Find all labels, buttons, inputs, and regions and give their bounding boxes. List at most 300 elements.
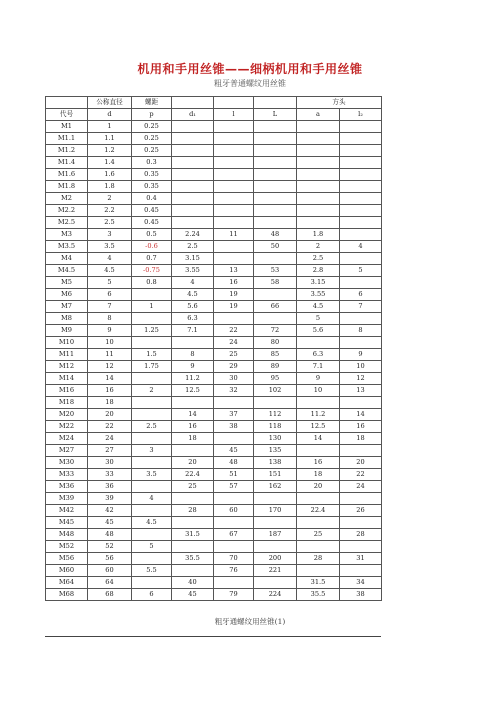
cell-d: 3 (88, 229, 132, 241)
cell-code: M56 (46, 553, 88, 565)
cell-L: 224 (254, 589, 297, 601)
cell-d: 36 (88, 481, 132, 493)
cell-L: 118 (254, 421, 297, 433)
cell-a (297, 337, 340, 349)
cell-a (297, 541, 340, 553)
cell-p: -0.75 (132, 265, 172, 277)
cell-d: 1.1 (88, 133, 132, 145)
cell-l2: 13 (340, 385, 382, 397)
cell-p: 2.5 (132, 421, 172, 433)
cell-L: 102 (254, 385, 297, 397)
cell-l2 (340, 229, 382, 241)
cell-code: M4.5 (46, 265, 88, 277)
cell-l2: 4 (340, 241, 382, 253)
cell-l (214, 217, 254, 229)
cell-code: M6 (46, 289, 88, 301)
cell-a (297, 517, 340, 529)
cell-d1: 20 (172, 457, 214, 469)
cell-d1 (172, 445, 214, 457)
cell-l2 (340, 445, 382, 457)
cell-L: 187 (254, 529, 297, 541)
cell-d: 22 (88, 421, 132, 433)
header-l: l (214, 109, 254, 121)
cell-l: 30 (214, 373, 254, 385)
cell-p (132, 397, 172, 409)
cell-L: 95 (254, 373, 297, 385)
cell-l: 13 (214, 265, 254, 277)
cell-code: M30 (46, 457, 88, 469)
cell-l (214, 157, 254, 169)
header-a: a (297, 109, 340, 121)
cell-p (132, 313, 172, 325)
cell-code: M48 (46, 529, 88, 541)
cell-d: 39 (88, 493, 132, 505)
cell-d: 1.4 (88, 157, 132, 169)
cell-code: M2.2 (46, 205, 88, 217)
cell-L (254, 145, 297, 157)
cell-a (297, 145, 340, 157)
header-pitch: 螺距 (132, 97, 172, 109)
header-row-1 (46, 97, 382, 109)
cell-d: 14 (88, 373, 132, 385)
cell-p: 0.25 (132, 133, 172, 145)
cell-d1: 45 (172, 589, 214, 601)
cell-l2 (340, 337, 382, 349)
cell-d1: 2.24 (172, 229, 214, 241)
cell-code: M1.1 (46, 133, 88, 145)
cell-a: 1.8 (297, 229, 340, 241)
cell-l2 (340, 517, 382, 529)
cell-d1 (172, 337, 214, 349)
header-code: 代号 (46, 109, 88, 121)
cell-L (254, 289, 297, 301)
cell-L (254, 577, 297, 589)
cell-a: 9 (297, 373, 340, 385)
table-row (46, 481, 382, 493)
cell-l (214, 121, 254, 133)
cell-d: 45 (88, 517, 132, 529)
cell-d1: 12.5 (172, 385, 214, 397)
table-row (46, 265, 382, 277)
cell-p: -0.6 (132, 241, 172, 253)
cell-L: 151 (254, 469, 297, 481)
cell-code: M3.5 (46, 241, 88, 253)
table-row (46, 229, 382, 241)
cell-L: 80 (254, 337, 297, 349)
cell-d1 (172, 193, 214, 205)
cell-d1 (172, 145, 214, 157)
cell-d1 (172, 493, 214, 505)
table-row (46, 313, 382, 325)
cell-d1: 28 (172, 505, 214, 517)
cell-l2: 18 (340, 433, 382, 445)
cell-l (214, 133, 254, 145)
cell-a (297, 169, 340, 181)
cell-d: 6 (88, 289, 132, 301)
cell-d: 8 (88, 313, 132, 325)
cell-l (214, 433, 254, 445)
cell-l: 60 (214, 505, 254, 517)
cell-d1: 40 (172, 577, 214, 589)
cell-a: 16 (297, 457, 340, 469)
cell-p (132, 457, 172, 469)
cell-p: 5.5 (132, 565, 172, 577)
table-row (46, 577, 382, 589)
cell-p (132, 289, 172, 301)
cell-l: 19 (214, 289, 254, 301)
cell-p: 6 (132, 589, 172, 601)
cell-a: 12.5 (297, 421, 340, 433)
cell-L (254, 157, 297, 169)
cell-d1: 22.4 (172, 469, 214, 481)
cell-d1 (172, 517, 214, 529)
table-row (46, 445, 382, 457)
cell-l2: 8 (340, 325, 382, 337)
cell-p: 5 (132, 541, 172, 553)
cell-a: 10 (297, 385, 340, 397)
cell-a (297, 493, 340, 505)
table-row (46, 541, 382, 553)
cell-d: 20 (88, 409, 132, 421)
cell-d: 33 (88, 469, 132, 481)
cell-code: M3 (46, 229, 88, 241)
cell-p: 0.3 (132, 157, 172, 169)
cell-p (132, 577, 172, 589)
cell-d1: 6.3 (172, 313, 214, 325)
table-row (46, 565, 382, 577)
cell-l2 (340, 169, 382, 181)
cell-p (132, 553, 172, 565)
cell-p: 3 (132, 445, 172, 457)
cell-l2 (340, 157, 382, 169)
cell-L (254, 493, 297, 505)
cell-d1: 5.6 (172, 301, 214, 313)
cell-l2: 38 (340, 589, 382, 601)
cell-l2 (340, 541, 382, 553)
cell-L: 200 (254, 553, 297, 565)
cell-d1: 16 (172, 421, 214, 433)
cell-l2 (340, 253, 382, 265)
cell-L: 48 (254, 229, 297, 241)
cell-code: M60 (46, 565, 88, 577)
cell-d1: 25 (172, 481, 214, 493)
table-row (46, 373, 382, 385)
cell-p (132, 481, 172, 493)
cell-p: 4.5 (132, 517, 172, 529)
table-row (46, 241, 382, 253)
cell-code: M39 (46, 493, 88, 505)
cell-p: 1 (132, 301, 172, 313)
header-row-2 (46, 109, 382, 121)
cell-L (254, 169, 297, 181)
page-subtitle: 粗牙普通螺纹用丝锥 (214, 79, 286, 88)
cell-l2 (340, 133, 382, 145)
table-caption: 粗牙通螺纹用丝锥(1) (214, 617, 286, 626)
cell-p: 0.35 (132, 181, 172, 193)
cell-d: 9 (88, 325, 132, 337)
header-nominal-diameter: 公称直径 (88, 97, 132, 109)
cell-d1 (172, 169, 214, 181)
cell-l2: 6 (340, 289, 382, 301)
cell-a: 14 (297, 433, 340, 445)
cell-p: 1.25 (132, 325, 172, 337)
cell-L (254, 205, 297, 217)
cell-L: 170 (254, 505, 297, 517)
cell-L: 89 (254, 361, 297, 373)
cell-l2 (340, 145, 382, 157)
cell-l (214, 169, 254, 181)
cell-a: 20 (297, 481, 340, 493)
table-row (46, 361, 382, 373)
cell-L: 221 (254, 565, 297, 577)
header-l2: l₂ (340, 109, 382, 121)
cell-code: M2 (46, 193, 88, 205)
cell-code: M24 (46, 433, 88, 445)
cell-d: 48 (88, 529, 132, 541)
cell-code: M33 (46, 469, 88, 481)
cell-d: 1 (88, 121, 132, 133)
cell-code: M64 (46, 577, 88, 589)
table-row (46, 553, 382, 565)
cell-l (214, 193, 254, 205)
cell-a (297, 445, 340, 457)
cell-p: 0.5 (132, 229, 172, 241)
cell-d: 68 (88, 589, 132, 601)
cell-p: 0.25 (132, 121, 172, 133)
cell-l2 (340, 181, 382, 193)
cell-d: 7 (88, 301, 132, 313)
cell-d1: 14 (172, 409, 214, 421)
cell-d: 1.8 (88, 181, 132, 193)
table-row (46, 493, 382, 505)
cell-l2: 10 (340, 361, 382, 373)
cell-a: 31.5 (297, 577, 340, 589)
cell-l (214, 313, 254, 325)
cell-l: 32 (214, 385, 254, 397)
cell-a: 3.15 (297, 277, 340, 289)
cell-L: 58 (254, 277, 297, 289)
cell-l2: 28 (340, 529, 382, 541)
cell-d: 11 (88, 349, 132, 361)
cell-d: 24 (88, 433, 132, 445)
cell-d1 (172, 217, 214, 229)
cell-l: 38 (214, 421, 254, 433)
cell-a: 5.6 (297, 325, 340, 337)
cell-p: 1.75 (132, 361, 172, 373)
cell-p: 0.45 (132, 205, 172, 217)
cell-l: 11 (214, 229, 254, 241)
cell-code: M1.6 (46, 169, 88, 181)
cell-L (254, 253, 297, 265)
cell-a (297, 217, 340, 229)
cell-a (297, 565, 340, 577)
cell-a: 4.5 (297, 301, 340, 313)
header-cell (172, 97, 214, 109)
cell-d: 2 (88, 193, 132, 205)
cell-p (132, 505, 172, 517)
cell-a: 25 (297, 529, 340, 541)
table-row (46, 193, 382, 205)
cell-d: 12 (88, 361, 132, 373)
table-row (46, 457, 382, 469)
cell-d1 (172, 157, 214, 169)
page-title: 机用和手用丝锥——细柄机用和手用丝锥 (137, 62, 363, 76)
cell-code: M22 (46, 421, 88, 433)
cell-L: 112 (254, 409, 297, 421)
cell-a: 22.4 (297, 505, 340, 517)
cell-code: M52 (46, 541, 88, 553)
cell-d1: 8 (172, 349, 214, 361)
table-row (46, 121, 382, 133)
cell-l2 (340, 313, 382, 325)
cell-d: 60 (88, 565, 132, 577)
cell-l2 (340, 121, 382, 133)
cell-a (297, 397, 340, 409)
table-row (46, 277, 382, 289)
cell-d: 2.5 (88, 217, 132, 229)
cell-d: 30 (88, 457, 132, 469)
table-row (46, 589, 382, 601)
cell-d: 27 (88, 445, 132, 457)
cell-a: 5 (297, 313, 340, 325)
cell-l: 70 (214, 553, 254, 565)
cell-L: 135 (254, 445, 297, 457)
divider (45, 636, 381, 637)
cell-p (132, 337, 172, 349)
cell-d1 (172, 121, 214, 133)
cell-code: M1.8 (46, 181, 88, 193)
table-row (46, 505, 382, 517)
table-row (46, 157, 382, 169)
cell-l: 19 (214, 301, 254, 313)
cell-code: M45 (46, 517, 88, 529)
cell-a (297, 133, 340, 145)
cell-d1: 4.5 (172, 289, 214, 301)
cell-L (254, 313, 297, 325)
cell-l (214, 253, 254, 265)
cell-a (297, 157, 340, 169)
cell-p (132, 409, 172, 421)
cell-d1 (172, 541, 214, 553)
cell-a: 2.5 (297, 253, 340, 265)
cell-code: M4 (46, 253, 88, 265)
cell-l2: 34 (340, 577, 382, 589)
cell-p: 0.25 (132, 145, 172, 157)
table-row (46, 469, 382, 481)
cell-l (214, 241, 254, 253)
cell-l (214, 517, 254, 529)
cell-code: M11 (46, 349, 88, 361)
cell-a: 35.5 (297, 589, 340, 601)
cell-L (254, 133, 297, 145)
cell-code: M12 (46, 361, 88, 373)
cell-d: 4.5 (88, 265, 132, 277)
cell-l2 (340, 205, 382, 217)
cell-d1: 7.1 (172, 325, 214, 337)
cell-d1: 4 (172, 277, 214, 289)
cell-p: 0.4 (132, 193, 172, 205)
cell-L: 72 (254, 325, 297, 337)
table-row (46, 253, 382, 265)
cell-l (214, 397, 254, 409)
cell-L (254, 121, 297, 133)
cell-l: 76 (214, 565, 254, 577)
cell-l2: 16 (340, 421, 382, 433)
cell-code: M68 (46, 589, 88, 601)
header-p: p (132, 109, 172, 121)
cell-d: 5 (88, 277, 132, 289)
cell-l: 67 (214, 529, 254, 541)
cell-a (297, 181, 340, 193)
cell-code: M36 (46, 481, 88, 493)
cell-l2: 20 (340, 457, 382, 469)
cell-L (254, 181, 297, 193)
cell-l2: 22 (340, 469, 382, 481)
table-row (46, 433, 382, 445)
header-d1: d₁ (172, 109, 214, 121)
cell-l: 29 (214, 361, 254, 373)
cell-a: 2.8 (297, 265, 340, 277)
cell-d1: 31.5 (172, 529, 214, 541)
cell-L: 130 (254, 433, 297, 445)
cell-d1 (172, 397, 214, 409)
cell-a: 18 (297, 469, 340, 481)
cell-d: 52 (88, 541, 132, 553)
table-row (46, 409, 382, 421)
cell-d1: 18 (172, 433, 214, 445)
header-cell (214, 97, 254, 109)
cell-d: 4 (88, 253, 132, 265)
header-d: d (88, 109, 132, 121)
cell-code: M20 (46, 409, 88, 421)
table-row (46, 337, 382, 349)
cell-a (297, 121, 340, 133)
cell-a: 28 (297, 553, 340, 565)
table-row (46, 397, 382, 409)
header-L: L (254, 109, 297, 121)
cell-a: 11.2 (297, 409, 340, 421)
table-row (46, 289, 382, 301)
table-row (46, 145, 382, 157)
cell-code: M1.2 (46, 145, 88, 157)
cell-d: 1.2 (88, 145, 132, 157)
cell-L (254, 217, 297, 229)
cell-d1 (172, 133, 214, 145)
cell-l2 (340, 217, 382, 229)
cell-L: 162 (254, 481, 297, 493)
table-row (46, 385, 382, 397)
cell-d: 56 (88, 553, 132, 565)
cell-p (132, 529, 172, 541)
tap-dimension-table (45, 96, 382, 601)
cell-l2: 14 (340, 409, 382, 421)
cell-L: 138 (254, 457, 297, 469)
cell-a (297, 193, 340, 205)
cell-l: 25 (214, 349, 254, 361)
table-row (46, 169, 382, 181)
cell-l: 57 (214, 481, 254, 493)
cell-p: 0.35 (132, 169, 172, 181)
cell-d1: 35.5 (172, 553, 214, 565)
cell-l: 51 (214, 469, 254, 481)
table-row (46, 217, 382, 229)
cell-code: M7 (46, 301, 88, 313)
cell-d1: 2.5 (172, 241, 214, 253)
table-row (46, 133, 382, 145)
cell-code: M1.4 (46, 157, 88, 169)
cell-l2: 9 (340, 349, 382, 361)
table-row (46, 421, 382, 433)
